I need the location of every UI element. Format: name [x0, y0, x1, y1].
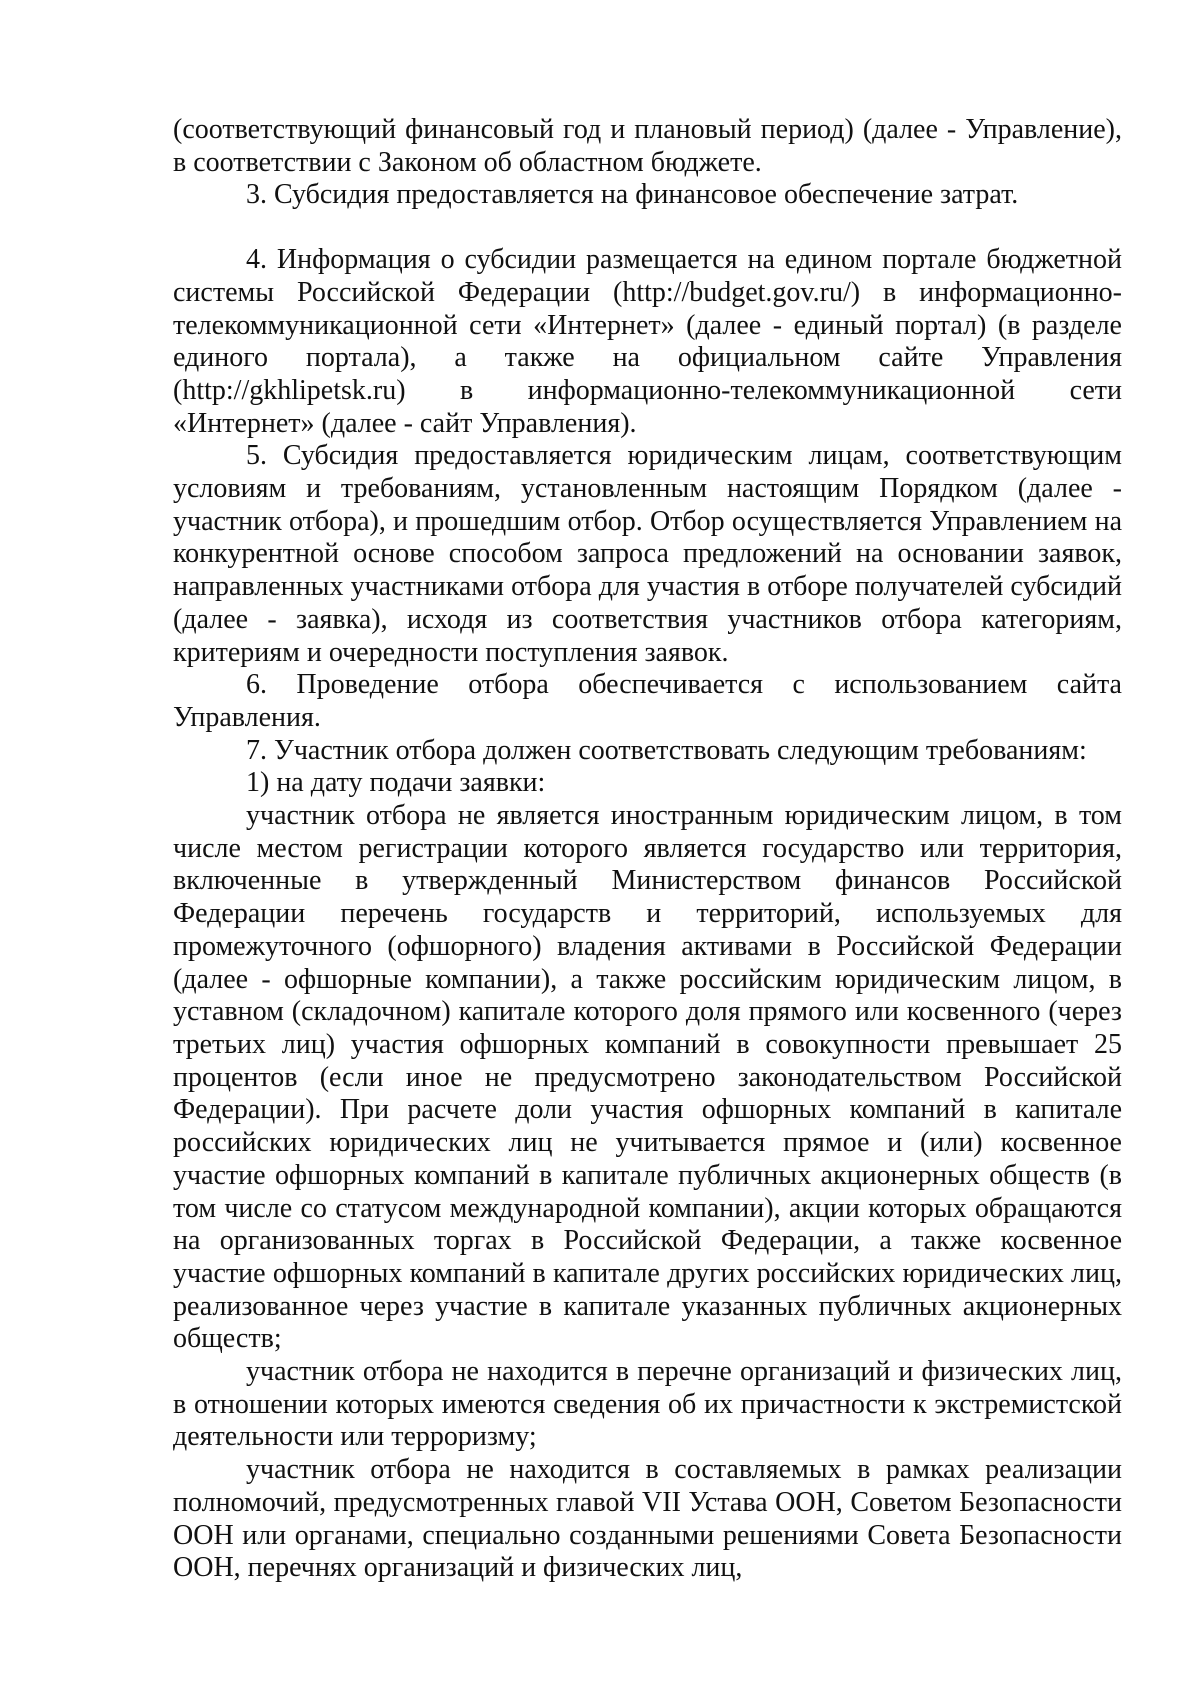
paragraph-6: 6. Проведение отбора обеспечивается с использованием сайта Управления. — [173, 669, 1122, 733]
paragraph-3: 3. Субсидия предоставляется на финансовое обеспечение затрат. — [246, 179, 1019, 211]
paragraph-un-requirement: участник отбора не находится в составляемых в рамках реализации полномочий, предусмотренных главой VII Устава ООН, Советом Безопасности ООН или органами, специально созданными решениями Совета Безопасности ООН, перечнях организаций и физических лиц, — [173, 1454, 1122, 1584]
paragraph-4: 4. Информация о субсидии размещается на едином портале бюджетной системы Российской Федерации (http://budget.gov.ru/) в информационно-телекоммуникационной сети «Интернет» (далее - единый портал) (в разделе единого портала), а также на официальном сайте Управления (http://gkhlipetsk.ru) в информационно-телекоммуникационной сети «Интернет» (далее - сайт Управления). — [173, 244, 1122, 439]
document-page — [173, 114, 1122, 1585]
paragraph-continuation: (соответствующий финансовый год и плановый период) (далее - Управление), в соответствии с Законом об областном бюджете. — [173, 114, 1122, 178]
paragraph-spacer — [173, 212, 1122, 244]
paragraph-7: 7. Участник отбора должен соответствовать следующим требованиям: — [246, 734, 1087, 766]
paragraph-7-1: 1) на дату подачи заявки: — [246, 767, 546, 799]
paragraph-offshore-requirement: участник отбора не является иностранным юридическим лицом, в том числе местом регистрации которого является государство или территория, включенные в утвержденный Министерством финансов Российской Федерации перечень государств и территорий, используемых для промежуточного (офшорного) владения активами в Российской Федерации (далее - офшорные компании), а также российским юридическим лицом, в уставном (складочном) капитале которого доля прямого или косвенного (через третьих лиц) участия офшорных компаний в совокупности превышает 25 процентов (если иное не предусмотрено законодательством Российской Федерации). При расчете доли участия офшорных компаний в капитале российских юридических лиц не учитывается прямое и (или) косвенное участие офшорных компаний в капитале публичных акционерных обществ (в том числе со статусом международной компании), акции которых обращаются на организованных торгах в Российской Федерации, а также косвенное участие офшорных компаний в капитале других российских юридических лиц, реализованное через участие в капитале указанных публичных акционерных обществ; — [173, 800, 1122, 1355]
paragraph-5: 5. Субсидия предоставляется юридическим лицам, соответствующим условиям и требованиям, установленным настоящим Порядком (далее - участник отбора), и прошедшим отбор. Отбор осуществляется Управлением на конкурентной основе способом запроса предложений на основании заявок, направленных участниками отбора для участия в отборе получателей субсидий (далее - заявка), исходя из соответствия участников отбора категориям, критериям и очередности поступления заявок. — [173, 440, 1122, 668]
paragraph-extremism-requirement: участник отбора не находится в перечне организаций и физических лиц, в отношении которых имеются сведения об их причастности к экстремистской деятельности или терроризму; — [173, 1356, 1122, 1453]
